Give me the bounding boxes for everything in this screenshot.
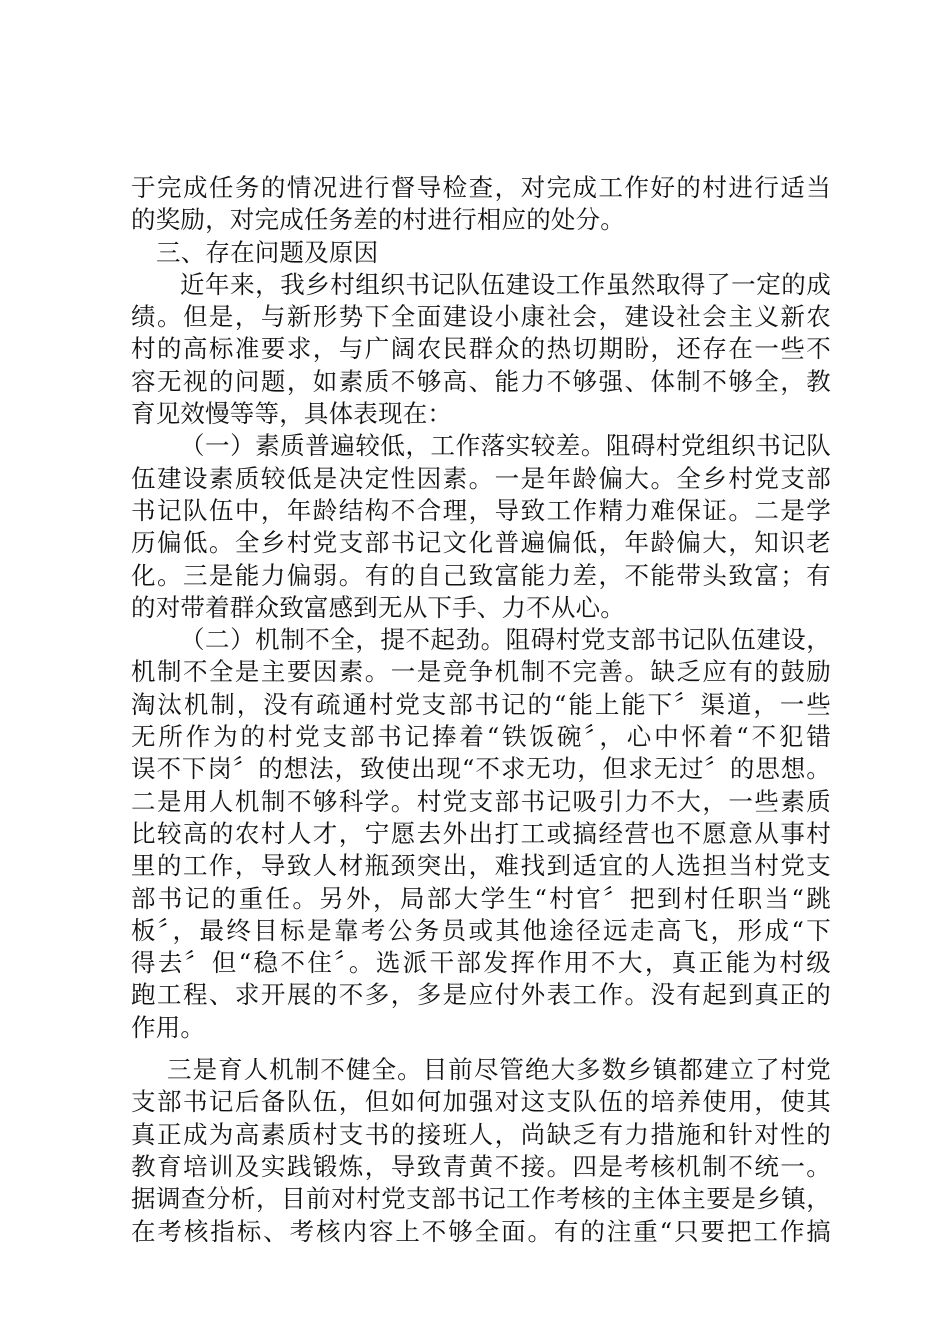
text-line: 比较高的农村人才，宁愿去外出打工或搞经营也不愿意从事村 (131, 818, 831, 848)
text-line: 真正成为高素质村支书的接班人，尚缺乏有力措施和针对性的 (131, 1119, 831, 1149)
text-line: 育见效慢等等，具体表现在： (131, 399, 453, 429)
text-line: 得去〞但“稳不住〞。选派干部发挥作用不大，真正能为村级 (131, 948, 831, 978)
text-line: 三是育人机制不健全。目前尽管绝大多数乡镇都建立了村党 (167, 1055, 831, 1085)
text-line: 教育培训及实践锻炼，导致青黄不接。四是考核机制不统一。 (131, 1151, 831, 1181)
text-line: 作用。 (131, 1012, 206, 1042)
text-line: 二是用人机制不够科学。村党支部书记吸引力不大，一些素质 (131, 786, 831, 816)
text-line: 在考核指标、考核内容上不够全面。有的注重“只要把工作搞 (131, 1216, 831, 1246)
paragraph-gap (131, 1044, 831, 1054)
text-line: 误不下岗〞的想法，致使出现“不求无功，但求无过〞的思想。 (131, 754, 831, 784)
text-line: 淘汰机制，没有疏通村党支部书记的“能上能下〞渠道，一些 (131, 689, 831, 719)
text-line: 板〞，最终目标是靠考公务员或其他途径远走高飞，形成“下 (131, 915, 831, 945)
text-line: 机制不全是主要因素。一是竞争机制不完善。缺乏应有的鼓励 (131, 657, 831, 687)
text-line: 村的高标准要求，与广阔农民群众的热切期盼，还存在一些不 (131, 334, 831, 364)
text-line: 无所作为的村党支部书记捧着“铁饭碗〞，心中怀着“不犯错 (131, 722, 831, 752)
text-line: 绩。但是，与新形势下全面建设小康社会，建设社会主义新农 (131, 302, 831, 332)
text-line: （二）机制不全，提不起劲。阻碍村党支部书记队伍建设， (180, 625, 831, 655)
text-line: 里的工作，导致人材瓶颈突出，难找到适宜的人选担当村党支 (131, 851, 831, 881)
text-line: 书记队伍中，年龄结构不合理，导致工作精力难保证。二是学 (131, 495, 831, 525)
section-heading: 三、存在问题及原因 (156, 237, 379, 267)
text-line: 容无视的问题，如素质不够高、能力不够强、体制不够全，教 (131, 366, 831, 396)
text-line: 于完成任务的情况进行督导检查，对完成工作好的村进行适当 (131, 173, 831, 202)
document-body (131, 172, 831, 1248)
text-line: 伍建设素质较低是决定性因素。一是年龄偏大。全乡村党支部 (131, 463, 831, 493)
text-line: （一）素质普遍较低，工作落实较差。阻碍村党组织书记队 (180, 431, 831, 461)
text-line: 支部书记后备队伍，但如何加强对这支队伍的培养使用，使其 (131, 1087, 831, 1117)
text-line: 化。三是能力偏弱。有的自己致富能力差，不能带头致富；有 (131, 560, 831, 590)
text-line: 历偏低。全乡村党支部书记文化普遍偏低，年龄偏大，知识老 (131, 528, 831, 558)
text-line: 近年来，我乡村组织书记队伍建设工作虽然取得了一定的成 (180, 269, 831, 299)
text-line: 跑工程、求开展的不多，多是应付外表工作。没有起到真正的 (131, 980, 831, 1010)
text-line: 的奖励，对完成任务差的村进行相应的处分。 (131, 205, 625, 235)
text-line: 部书记的重任。另外，局部大学生“村官〞把到村任职当“跳 (131, 883, 831, 913)
text-line: 据调查分析，目前对村党支部书记工作考核的主体主要是乡镇， (131, 1184, 831, 1214)
text-line: 的对带着群众致富感到无从下手、力不从心。 (131, 592, 625, 622)
